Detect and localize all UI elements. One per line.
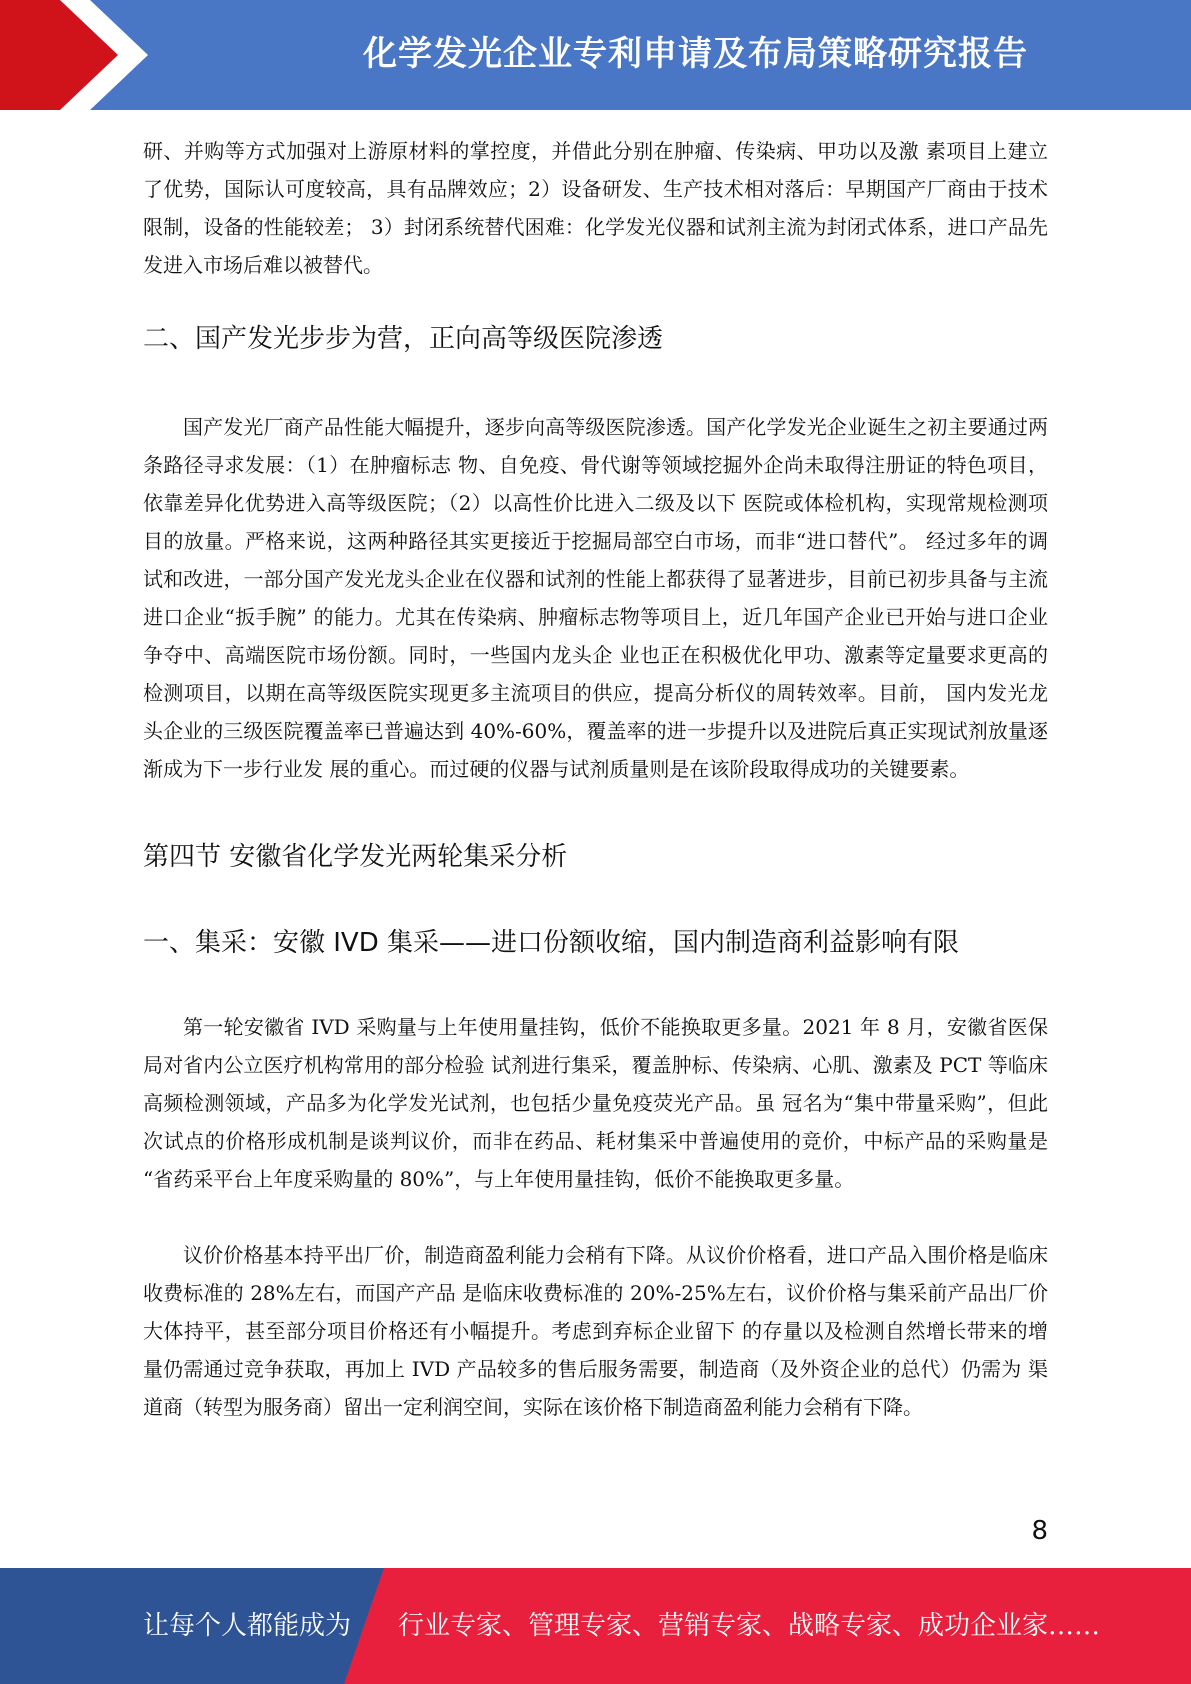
section-heading-ivd: 一、集采：安徽 IVD 集采——进口份额收缩，国内制造商利益影响有限: [143, 928, 960, 958]
page-content: [143, 132, 1048, 1426]
footer-slogan-right: 行业专家、管理专家、营销专家、战略专家、成功企业家……: [398, 1611, 1101, 1641]
footer-slogan-left: 让每个人都能成为: [143, 1611, 352, 1641]
paragraph-domestic-penetration: 国产发光厂商产品性能大幅提升，逐步向高等级医院渗透。国产化学发光企业诞生之初主要通过两条路径寻求发展：（1）在肿瘤标志 物、自免疫、骨代谢等领域挖掘外企尚未取得注册证的特色项目，依靠差异化优势进入高等级医院；（2）以高性价比进入二级及以下 医院或体检机构，实现常规检测项目的放量。严格来说，这两种路径其实更接近于挖掘局部空白市场，而非“进口替代”。 经过多年的调试和改进，一部分国产发光龙头企业在仪器和试剂的性能上都获得了显著进步，目前已初步具备与主流进口企业“扳手腕” 的能力。尤其在传染病、肿瘤标志物等项目上，近几年国产企业已开始与进口企业争夺中、高端医院市场份额。同时，一些国内龙头企 业也正在积极优化甲功、激素等定量要求更高的检测项目，以期在高等级医院实现更多主流项目的供应，提高分析仪的周转效率。目前， 国内发光龙头企业的三级医院覆盖率已普遍达到 40%-60%，覆盖率的进一步提升以及进院后真正实现试剂放量逐渐成为下一步行业发 展的重心。而过硬的仪器与试剂质量则是在该阶段取得成功的关键要素。: [143, 415, 1048, 781]
page-number: 8: [1031, 1516, 1048, 1546]
page-footer: [0, 1568, 1191, 1684]
page-header: [0, 0, 1191, 110]
paragraph-first-round: 第一轮安徽省 IVD 采购量与上年使用量挂钩，低价不能换取更多量。2021 年 8 月，安徽省医保局对省内公立医疗机构常用的部分检验 试剂进行集采，覆盖肿标、传染病、心肌、激素及 PCT 等临床高频检测领域，产品多为化学发光试剂，也包括少量免疫荧光产品。虽 冠名为“集中带量采购”，但此次试点的价格形成机制是谈判议价，而非在药品、耗材集采中普遍使用的竞价，中标产品的采购量是 “省药采平台上年度采购量的 80%”，与上年使用量挂钩，低价不能换取更多量。: [143, 1015, 1048, 1191]
report-title: 化学发光企业专利申请及布局策略研究报告: [363, 34, 1028, 74]
paragraph-negotiated-price: 议价价格基本持平出厂价，制造商盈利能力会稍有下降。从议价价格看，进口产品入围价格是临床收费标准的 28%左右，而国产产品 是临床收费标准的 20%-25%左右，议价价格与集采前产品出厂价大体持平，甚至部分项目价格还有小幅提升。考虑到弃标企业留下 的存量以及检测自然增长带来的增量仍需通过竞争获取，再加上 IVD 产品较多的售后服务需要，制造商（及外资企业的总代）仍需为 渠道商（转型为服务商）留出一定利润空间，实际在该价格下制造商盈利能力会稍有下降。: [143, 1243, 1048, 1419]
section-title-anhui: 第四节 安徽省化学发光两轮集采分析: [143, 842, 568, 872]
section-heading-domestic: 二、国产发光步步为营，正向高等级医院渗透: [143, 324, 664, 354]
intro-paragraph: 研、并购等方式加强对上游原材料的掌控度，并借此分别在肿瘤、传染病、甲功以及激 素项目上建立了优势，国际认可度较高，具有品牌效应；2）设备研发、生产技术相对落后：早期国产厂商由于技术限制，设备的性能较差； 3）封闭系统替代困难：化学发光仪器和试剂主流为封闭式体系，进口产品先发进入市场后难以被替代。: [143, 139, 1048, 277]
